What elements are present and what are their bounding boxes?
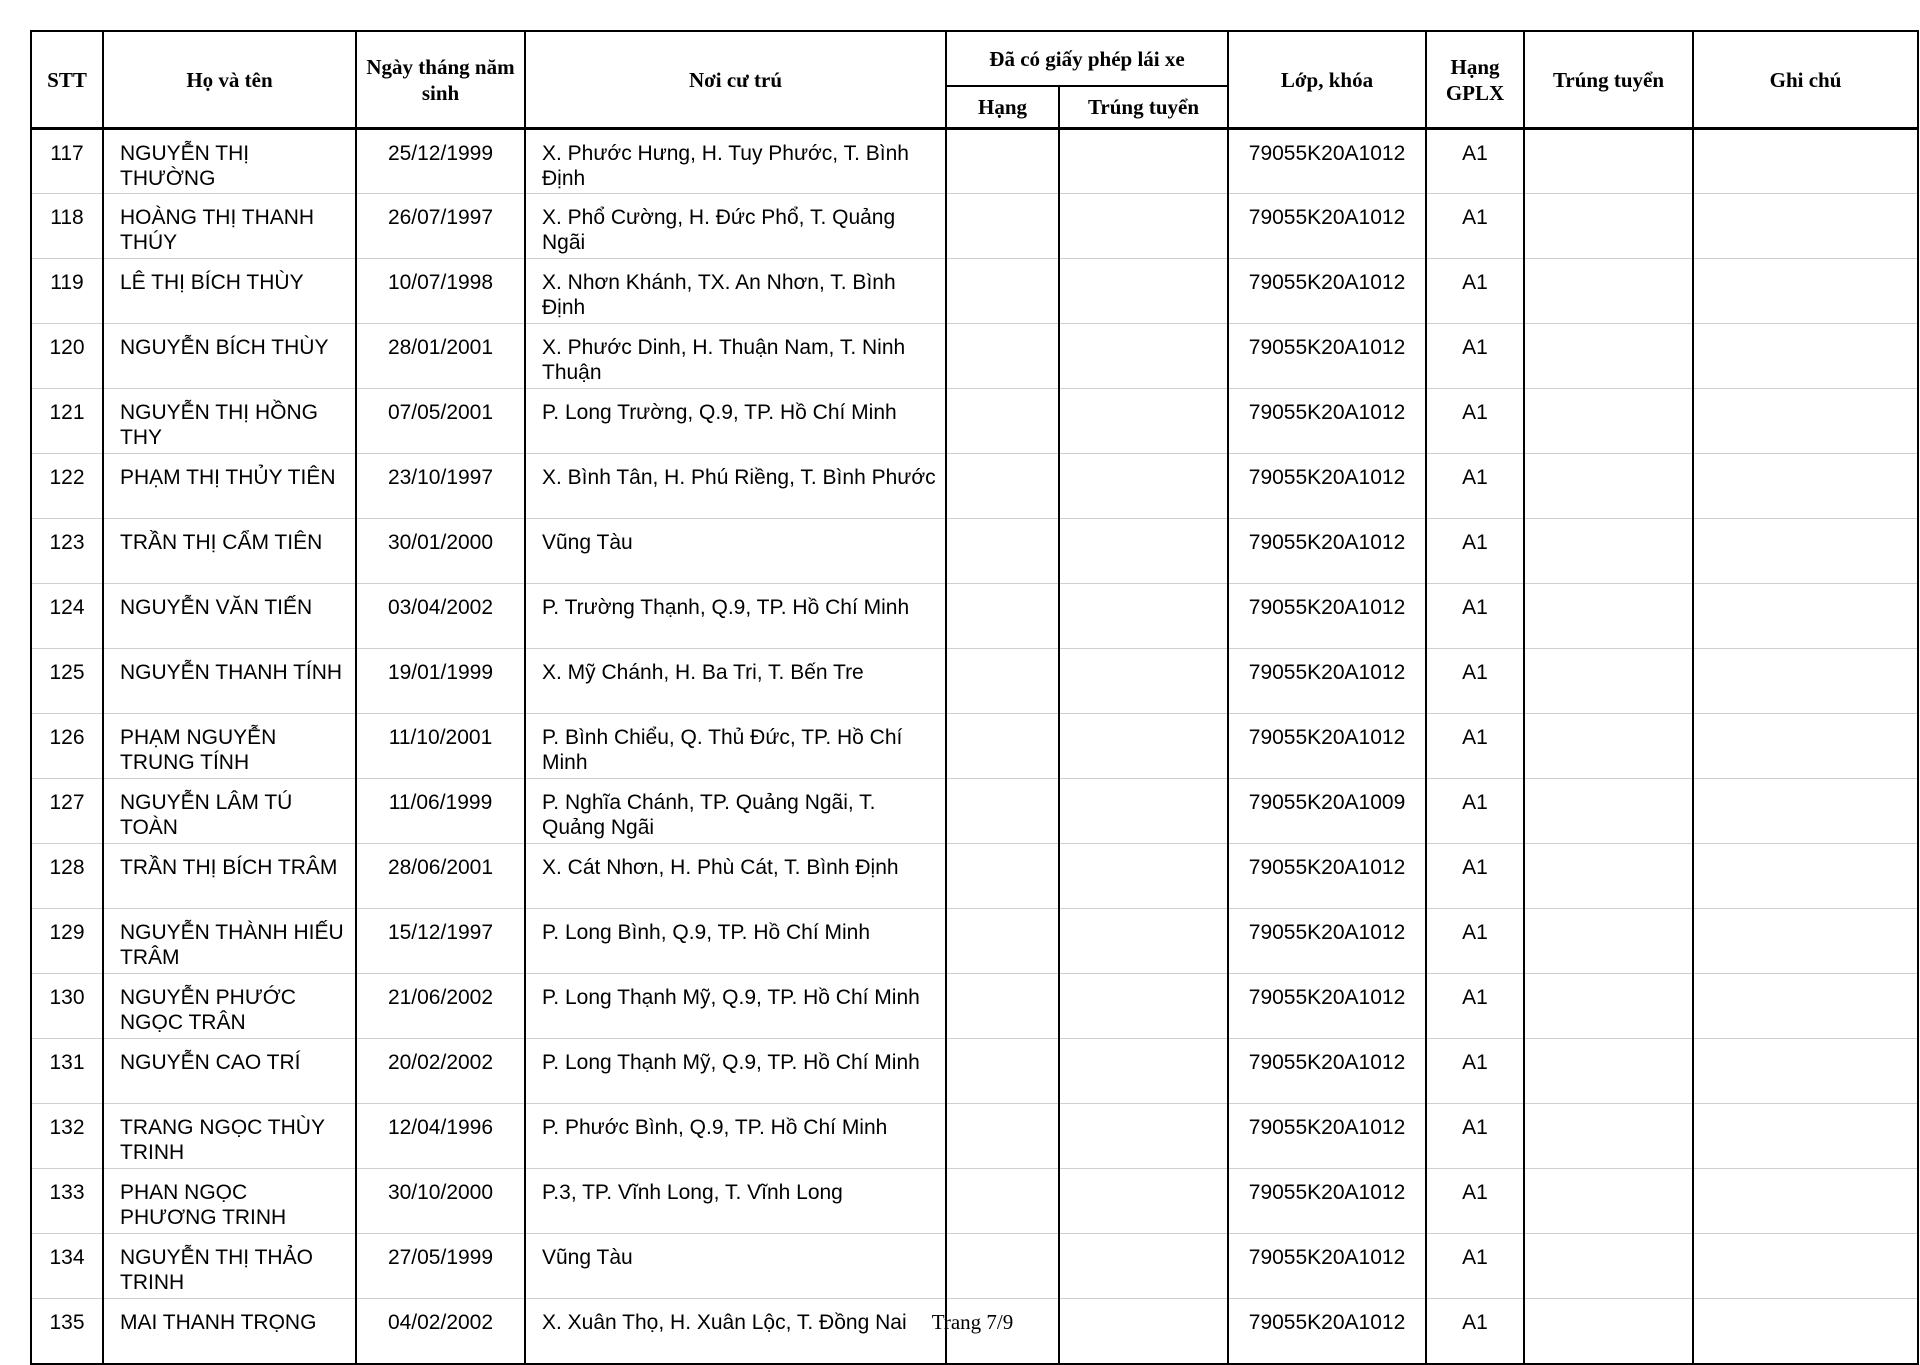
cell-license-passed xyxy=(1059,259,1228,324)
cell-note xyxy=(1693,714,1918,779)
cell-license-passed xyxy=(1059,519,1228,584)
cell-name: LÊ THỊ BÍCH THÙY xyxy=(103,259,356,324)
cell-stt: 134 xyxy=(31,1234,103,1299)
cell-note xyxy=(1693,324,1918,389)
cell-license-passed xyxy=(1059,909,1228,974)
cell-class-course: 79055K20A1012 xyxy=(1228,974,1426,1039)
cell-license-class xyxy=(946,1104,1059,1169)
cell-stt: 130 xyxy=(31,974,103,1039)
cell-passed xyxy=(1524,649,1693,714)
cell-passed xyxy=(1524,389,1693,454)
student-roster-table xyxy=(30,30,1919,1365)
cell-name: NGUYỄN LÂM TÚ TOÀN xyxy=(103,779,356,844)
cell-license-class xyxy=(946,584,1059,649)
cell-license-class xyxy=(946,714,1059,779)
table-row xyxy=(31,1104,1918,1169)
cell-license-passed xyxy=(1059,584,1228,649)
cell-note xyxy=(1693,909,1918,974)
cell-gplx-class: A1 xyxy=(1426,324,1524,389)
cell-license-class xyxy=(946,844,1059,909)
cell-license-passed xyxy=(1059,1039,1228,1104)
header-license-group: Đã có giấy phép lái xe xyxy=(946,31,1228,86)
cell-address: Vũng Tàu xyxy=(525,519,946,584)
cell-gplx-class: A1 xyxy=(1426,584,1524,649)
cell-passed xyxy=(1524,1104,1693,1169)
cell-note xyxy=(1693,779,1918,844)
cell-gplx-class: A1 xyxy=(1426,714,1524,779)
cell-note xyxy=(1693,389,1918,454)
cell-dob: 30/01/2000 xyxy=(356,519,525,584)
cell-gplx-class: A1 xyxy=(1426,194,1524,259)
cell-passed xyxy=(1524,974,1693,1039)
cell-gplx-class: A1 xyxy=(1426,454,1524,519)
cell-address: P. Phước Bình, Q.9, TP. Hồ Chí Minh xyxy=(525,1104,946,1169)
table-row xyxy=(31,1039,1918,1104)
cell-passed xyxy=(1524,1234,1693,1299)
cell-stt: 131 xyxy=(31,1039,103,1104)
cell-passed xyxy=(1524,324,1693,389)
cell-name: TRẦN THỊ BÍCH TRÂM xyxy=(103,844,356,909)
cell-license-class xyxy=(946,649,1059,714)
cell-note xyxy=(1693,454,1918,519)
cell-stt: 117 xyxy=(31,129,103,194)
page-number: Trang 7/9 xyxy=(931,1310,1014,1334)
cell-name: NGUYỄN THANH TÍNH xyxy=(103,649,356,714)
cell-class-course: 79055K20A1012 xyxy=(1228,194,1426,259)
cell-license-class xyxy=(946,1234,1059,1299)
cell-note xyxy=(1693,259,1918,324)
header-gplx-class: Hạng GPLX xyxy=(1426,31,1524,129)
cell-gplx-class: A1 xyxy=(1426,844,1524,909)
table-row xyxy=(31,259,1918,324)
cell-name: NGUYỄN VĂN TIẾN xyxy=(103,584,356,649)
cell-passed xyxy=(1524,779,1693,844)
cell-license-passed xyxy=(1059,454,1228,519)
cell-dob: 19/01/1999 xyxy=(356,649,525,714)
cell-gplx-class: A1 xyxy=(1426,519,1524,584)
cell-license-passed xyxy=(1059,779,1228,844)
cell-address: X. Xuân Thọ, H. Xuân Lộc, T. Đồng Nai xyxy=(525,1299,946,1364)
cell-license-passed xyxy=(1059,649,1228,714)
cell-license-passed xyxy=(1059,1169,1228,1234)
cell-license-class xyxy=(946,1169,1059,1234)
table-row xyxy=(31,844,1918,909)
header-passed: Trúng tuyển xyxy=(1524,31,1693,129)
cell-gplx-class: A1 xyxy=(1426,779,1524,844)
cell-dob: 07/05/2001 xyxy=(356,389,525,454)
cell-note xyxy=(1693,194,1918,259)
cell-license-passed xyxy=(1059,129,1228,194)
cell-license-passed xyxy=(1059,194,1228,259)
cell-license-class xyxy=(946,129,1059,194)
cell-passed xyxy=(1524,1169,1693,1234)
cell-note xyxy=(1693,584,1918,649)
header-name: Họ và tên xyxy=(103,31,356,129)
table-row xyxy=(31,1169,1918,1234)
cell-class-course: 79055K20A1012 xyxy=(1228,1299,1426,1364)
cell-license-passed xyxy=(1059,1104,1228,1169)
cell-address: P. Long Bình, Q.9, TP. Hồ Chí Minh xyxy=(525,909,946,974)
cell-dob: 30/10/2000 xyxy=(356,1169,525,1234)
cell-class-course: 79055K20A1012 xyxy=(1228,714,1426,779)
header-class-course: Lớp, khóa xyxy=(1228,31,1426,129)
cell-class-course: 79055K20A1009 xyxy=(1228,779,1426,844)
cell-name: NGUYỄN THỊ THƯỜNG xyxy=(103,129,356,194)
cell-passed xyxy=(1524,454,1693,519)
cell-class-course: 79055K20A1012 xyxy=(1228,649,1426,714)
cell-address: P. Nghĩa Chánh, TP. Quảng Ngãi, T. Quảng Ngãi xyxy=(525,779,946,844)
cell-address: Vũng Tàu xyxy=(525,1234,946,1299)
cell-name: TRANG NGỌC THÙY TRINH xyxy=(103,1104,356,1169)
cell-license-class xyxy=(946,389,1059,454)
cell-passed xyxy=(1524,909,1693,974)
cell-stt: 128 xyxy=(31,844,103,909)
cell-license-class xyxy=(946,909,1059,974)
cell-license-passed xyxy=(1059,974,1228,1039)
cell-address: P. Trường Thạnh, Q.9, TP. Hồ Chí Minh xyxy=(525,584,946,649)
header-dob: Ngày tháng năm sinh xyxy=(356,31,525,129)
cell-passed xyxy=(1524,844,1693,909)
cell-class-course: 79055K20A1012 xyxy=(1228,324,1426,389)
cell-license-class xyxy=(946,1039,1059,1104)
cell-gplx-class: A1 xyxy=(1426,1234,1524,1299)
cell-note xyxy=(1693,649,1918,714)
cell-dob: 26/07/1997 xyxy=(356,194,525,259)
cell-name: TRẦN THỊ CẨM TIÊN xyxy=(103,519,356,584)
cell-name: NGUYỄN PHƯỚC NGỌC TRÂN xyxy=(103,974,356,1039)
cell-address: P. Long Thạnh Mỹ, Q.9, TP. Hồ Chí Minh xyxy=(525,974,946,1039)
table-row xyxy=(31,194,1918,259)
header-address: Nơi cư trú xyxy=(525,31,946,129)
cell-passed xyxy=(1524,194,1693,259)
cell-note xyxy=(1693,974,1918,1039)
cell-name: MAI THANH TRỌNG xyxy=(103,1299,356,1364)
cell-class-course: 79055K20A1012 xyxy=(1228,259,1426,324)
table-row xyxy=(31,714,1918,779)
cell-dob: 03/04/2002 xyxy=(356,584,525,649)
cell-address: X. Phước Dinh, H. Thuận Nam, T. Ninh Thuận xyxy=(525,324,946,389)
cell-address: X. Bình Tân, H. Phú Riềng, T. Bình Phước xyxy=(525,454,946,519)
cell-address: X. Cát Nhơn, H. Phù Cát, T. Bình Định xyxy=(525,844,946,909)
table-row xyxy=(31,974,1918,1039)
cell-address: X. Nhơn Khánh, TX. An Nhơn, T. Bình Định xyxy=(525,259,946,324)
cell-class-course: 79055K20A1012 xyxy=(1228,519,1426,584)
cell-stt: 118 xyxy=(31,194,103,259)
cell-class-course: 79055K20A1012 xyxy=(1228,1039,1426,1104)
cell-license-passed xyxy=(1059,324,1228,389)
table-row xyxy=(31,324,1918,389)
cell-address: P.3, TP. Vĩnh Long, T. Vĩnh Long xyxy=(525,1169,946,1234)
cell-license-passed xyxy=(1059,389,1228,454)
cell-class-course: 79055K20A1012 xyxy=(1228,454,1426,519)
cell-passed xyxy=(1524,519,1693,584)
cell-note xyxy=(1693,1104,1918,1169)
cell-name: HOÀNG THỊ THANH THÚY xyxy=(103,194,356,259)
cell-address: X. Phổ Cường, H. Đức Phổ, T. Quảng Ngãi xyxy=(525,194,946,259)
cell-gplx-class: A1 xyxy=(1426,974,1524,1039)
cell-name: PHAN NGỌC PHƯƠNG TRINH xyxy=(103,1169,356,1234)
cell-dob: 28/06/2001 xyxy=(356,844,525,909)
cell-gplx-class: A1 xyxy=(1426,909,1524,974)
cell-gplx-class: A1 xyxy=(1426,649,1524,714)
cell-note xyxy=(1693,519,1918,584)
header-license-passed: Trúng tuyển xyxy=(1059,86,1228,129)
cell-stt: 124 xyxy=(31,584,103,649)
table-row xyxy=(31,454,1918,519)
cell-gplx-class: A1 xyxy=(1426,1169,1524,1234)
cell-dob: 25/12/1999 xyxy=(356,129,525,194)
cell-name: NGUYỄN THỊ HỒNG THY xyxy=(103,389,356,454)
cell-license-class xyxy=(946,974,1059,1039)
cell-name: NGUYỄN BÍCH THÙY xyxy=(103,324,356,389)
cell-note xyxy=(1693,1234,1918,1299)
header-note: Ghi chú xyxy=(1693,31,1918,129)
cell-license-class xyxy=(946,194,1059,259)
cell-passed xyxy=(1524,584,1693,649)
cell-note xyxy=(1693,844,1918,909)
cell-address: P. Long Thạnh Mỹ, Q.9, TP. Hồ Chí Minh xyxy=(525,1039,946,1104)
cell-dob: 11/06/1999 xyxy=(356,779,525,844)
cell-class-course: 79055K20A1012 xyxy=(1228,1234,1426,1299)
cell-dob: 11/10/2001 xyxy=(356,714,525,779)
cell-name: NGUYỄN THÀNH HIẾU TRÂM xyxy=(103,909,356,974)
header-license-class: Hạng xyxy=(946,86,1059,129)
cell-note xyxy=(1693,129,1918,194)
cell-dob: 12/04/1996 xyxy=(356,1104,525,1169)
cell-stt: 135 xyxy=(31,1299,103,1364)
table-header xyxy=(31,31,1918,129)
cell-dob: 23/10/1997 xyxy=(356,454,525,519)
cell-address: X. Phước Hưng, H. Tuy Phước, T. Bình Định xyxy=(525,129,946,194)
table-row xyxy=(31,129,1918,194)
cell-license-class xyxy=(946,519,1059,584)
cell-stt: 123 xyxy=(31,519,103,584)
table-row xyxy=(31,779,1918,844)
cell-license-passed xyxy=(1059,844,1228,909)
cell-passed xyxy=(1524,259,1693,324)
cell-class-course: 79055K20A1012 xyxy=(1228,1169,1426,1234)
cell-gplx-class: A1 xyxy=(1426,1104,1524,1169)
cell-license-class xyxy=(946,324,1059,389)
cell-license-class xyxy=(946,779,1059,844)
cell-stt: 119 xyxy=(31,259,103,324)
cell-class-course: 79055K20A1012 xyxy=(1228,1104,1426,1169)
cell-class-course: 79055K20A1012 xyxy=(1228,909,1426,974)
cell-stt: 132 xyxy=(31,1104,103,1169)
cell-note xyxy=(1693,1169,1918,1234)
cell-license-passed xyxy=(1059,1234,1228,1299)
cell-passed xyxy=(1524,714,1693,779)
cell-stt: 129 xyxy=(31,909,103,974)
cell-dob: 28/01/2001 xyxy=(356,324,525,389)
cell-name: NGUYỄN THỊ THẢO TRINH xyxy=(103,1234,356,1299)
cell-name: NGUYỄN CAO TRÍ xyxy=(103,1039,356,1104)
cell-address: P. Bình Chiểu, Q. Thủ Đức, TP. Hồ Chí Minh xyxy=(525,714,946,779)
cell-stt: 133 xyxy=(31,1169,103,1234)
cell-name: PHẠM NGUYỄN TRUNG TÍNH xyxy=(103,714,356,779)
cell-stt: 122 xyxy=(31,454,103,519)
cell-gplx-class: A1 xyxy=(1426,389,1524,454)
cell-stt: 127 xyxy=(31,779,103,844)
table-body xyxy=(31,129,1918,1364)
table-row xyxy=(31,519,1918,584)
cell-note xyxy=(1693,1039,1918,1104)
cell-name: PHẠM THỊ THỦY TIÊN xyxy=(103,454,356,519)
cell-gplx-class: A1 xyxy=(1426,1039,1524,1104)
cell-dob: 15/12/1997 xyxy=(356,909,525,974)
table-row xyxy=(31,649,1918,714)
cell-passed xyxy=(1524,1039,1693,1104)
cell-stt: 121 xyxy=(31,389,103,454)
cell-stt: 126 xyxy=(31,714,103,779)
cell-class-course: 79055K20A1012 xyxy=(1228,584,1426,649)
cell-class-course: 79055K20A1012 xyxy=(1228,389,1426,454)
cell-dob: 20/02/2002 xyxy=(356,1039,525,1104)
cell-gplx-class: A1 xyxy=(1426,259,1524,324)
table-row xyxy=(31,909,1918,974)
cell-license-class xyxy=(946,259,1059,324)
cell-license-passed xyxy=(1059,714,1228,779)
cell-class-course: 79055K20A1012 xyxy=(1228,129,1426,194)
cell-address: P. Long Trường, Q.9, TP. Hồ Chí Minh xyxy=(525,389,946,454)
cell-gplx-class: A1 xyxy=(1426,129,1524,194)
cell-dob: 21/06/2002 xyxy=(356,974,525,1039)
cell-license-class xyxy=(946,454,1059,519)
cell-address: X. Mỹ Chánh, H. Ba Tri, T. Bến Tre xyxy=(525,649,946,714)
table-row xyxy=(31,1234,1918,1299)
cell-class-course: 79055K20A1012 xyxy=(1228,844,1426,909)
cell-stt: 125 xyxy=(31,649,103,714)
cell-dob: 27/05/1999 xyxy=(356,1234,525,1299)
cell-dob: 10/07/1998 xyxy=(356,259,525,324)
table-row xyxy=(31,584,1918,649)
cell-stt: 120 xyxy=(31,324,103,389)
table-row xyxy=(31,389,1918,454)
document-page xyxy=(30,30,1917,1365)
cell-dob: 04/02/2002 xyxy=(356,1299,525,1364)
cell-gplx-class: A1 xyxy=(1426,1299,1524,1364)
header-stt: STT xyxy=(31,31,103,129)
cell-passed xyxy=(1524,129,1693,194)
